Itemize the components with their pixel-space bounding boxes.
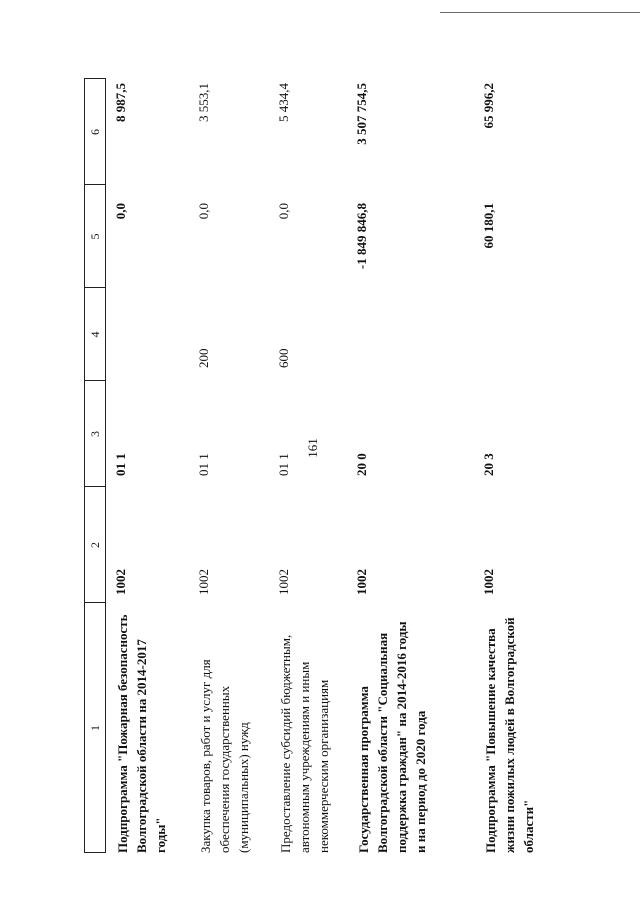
- row-name: Предоставление субсидий бюджетным, автономным учреждениям и иным некоммерческим организациям: [278, 634, 331, 853]
- row-expense-type: 600: [276, 348, 291, 368]
- row-target-code: 01 1: [196, 453, 211, 476]
- scan-edge-line: [440, 0, 640, 13]
- row-section-code: 1002: [196, 569, 211, 595]
- row-change-amount: 0,0: [113, 203, 128, 220]
- budget-table: [84, 78, 537, 853]
- row-change-amount: 0,0: [276, 203, 291, 220]
- row-section-code: 1002: [354, 569, 369, 595]
- column-header-3: 3: [88, 431, 102, 437]
- row-target-code: 20 0: [354, 453, 369, 476]
- row-change-amount: -1 849 846,8: [354, 203, 369, 270]
- column-header-6: 6: [88, 129, 102, 135]
- column-header-2: 2: [88, 542, 102, 548]
- row-total-amount: 5 434,4: [276, 83, 291, 122]
- column-header-5: 5: [88, 233, 102, 240]
- table-top-border: [84, 78, 85, 853]
- row-section-code: 1002: [481, 569, 496, 595]
- column-header-1: 1: [88, 725, 102, 731]
- row-total-amount: 3 553,1: [196, 83, 211, 122]
- row-change-amount: 0,0: [196, 203, 211, 220]
- row-target-code: 01 1: [276, 453, 291, 476]
- page-number: 161: [305, 438, 320, 458]
- row-name: Государственная программа Волгоградской области "Социальная поддержка граждан" на 2014-2016 годы и на период до 2020 года: [356, 621, 428, 853]
- row-target-code: 01 1: [113, 453, 128, 476]
- rotated-table-page: [84, 78, 537, 853]
- row-target-code: 20 3: [481, 453, 496, 476]
- header-bottom-border: [105, 78, 106, 853]
- row-total-amount: 3 507 754,5: [354, 83, 369, 145]
- row-name: Подпрограмма "Повышение качества жизни пожилых людей в Волгоградской области": [483, 617, 536, 853]
- row-change-amount: 60 180,1: [481, 203, 496, 249]
- column-header-4: 4: [88, 331, 102, 338]
- row-total-amount: 8 987,5: [113, 83, 128, 122]
- row-section-code: 1002: [113, 569, 128, 595]
- row-total-amount: 65 996,2: [481, 83, 496, 129]
- row-name: Подпрограмма "Пожарная безопасность Волгоградской области на 2014-2017 годы": [115, 614, 168, 853]
- row-expense-type: 200: [196, 348, 211, 368]
- row-name: Закупка товаров, работ и услуг для обеспечения государственных (муниципальных) нужд: [198, 659, 251, 853]
- row-section-code: 1002: [276, 569, 291, 595]
